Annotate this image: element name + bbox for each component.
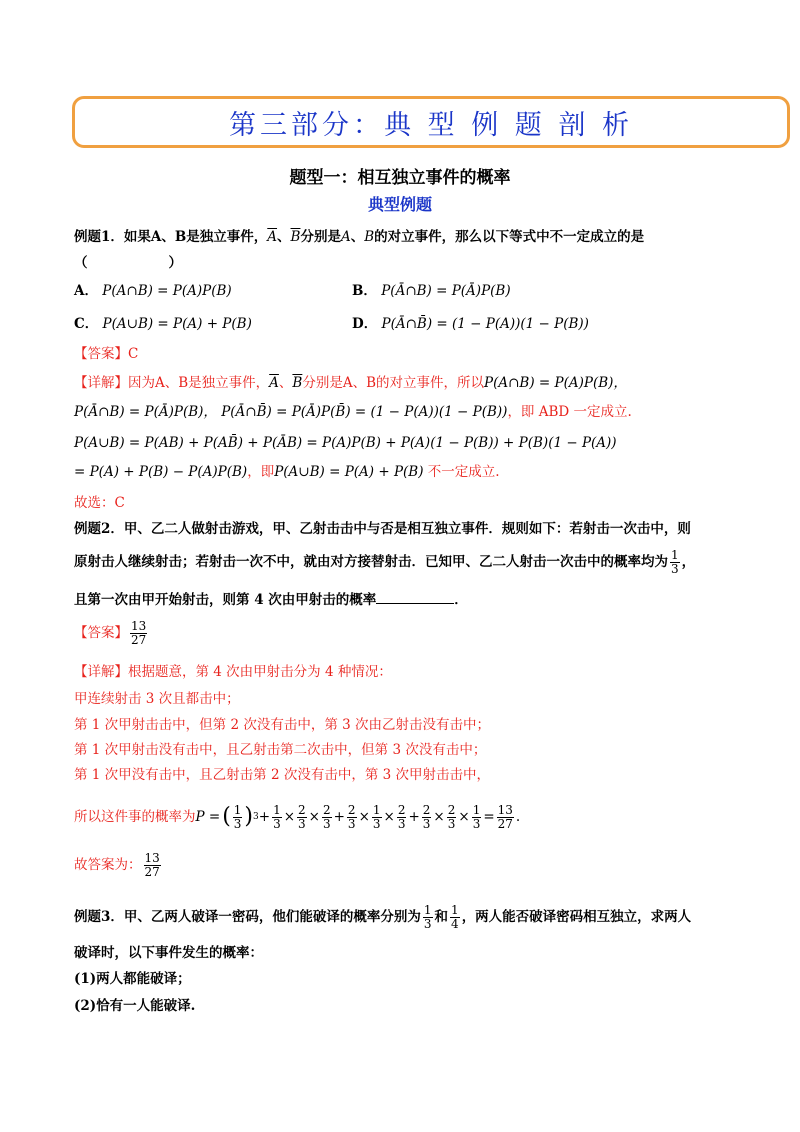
ex1-q1e: 的对立事件，那么以下等式中不一定成立的是	[374, 229, 645, 245]
ex2-answer	[74, 620, 149, 647]
and: 和	[434, 909, 449, 925]
den: 27	[144, 864, 160, 879]
ex2-probability-formula	[74, 797, 520, 837]
ex1-detail-3	[74, 434, 617, 452]
detail-text: 分别是A、B的对立事件，所以	[302, 375, 485, 391]
detail-formula: = P(A) + P(B) − P(A)P(B)	[74, 464, 248, 480]
times: ×	[308, 809, 320, 825]
num: 13	[144, 850, 160, 865]
ex1-q1: 例题1．如果A、B是独立事件，	[74, 229, 268, 245]
den: 3	[233, 816, 242, 831]
option-a	[74, 282, 232, 300]
subtitle: 典型例题	[367, 195, 432, 214]
num: 2	[447, 802, 456, 817]
detail-text: 根据题意，第 4 次由甲射击分为 4 种情况：	[128, 664, 392, 680]
sep: 、	[278, 375, 293, 391]
num: 2	[397, 802, 406, 817]
fraction	[233, 804, 243, 831]
ex2-final-answer	[74, 848, 163, 882]
den: 3	[447, 816, 456, 831]
detail-text: ，即	[247, 464, 275, 480]
b-bar: $\overline{B}$	[290, 229, 301, 245]
num: 1	[233, 802, 242, 817]
ex1-answer	[74, 345, 138, 363]
option-b	[352, 282, 511, 300]
num: 2	[322, 802, 331, 817]
answer-label: 【答案】	[74, 346, 128, 362]
b-bar: $\overline{B}$	[292, 375, 303, 391]
a-bar: $\overline{A}$	[267, 229, 278, 245]
den: 3	[298, 816, 306, 831]
den: 4	[451, 916, 459, 931]
final-fraction	[144, 852, 161, 879]
den: 27	[131, 633, 147, 647]
detail-text: 不一定成立.	[427, 464, 500, 480]
result-fraction	[497, 804, 514, 831]
fraction	[322, 804, 332, 831]
fraction	[450, 904, 460, 931]
answer-blank	[376, 591, 454, 604]
detail-label: 【详解】	[74, 664, 128, 680]
section-banner	[72, 96, 790, 148]
fraction	[297, 804, 307, 831]
option-d-formula: P(Ā∩B̄) = (1 − P(A))(1 − P(B))	[381, 316, 589, 332]
num: 1	[372, 802, 381, 817]
detail-label: 【详解】	[74, 375, 128, 391]
ex3-question-1	[74, 900, 691, 934]
option-d	[352, 315, 589, 333]
right-paren: )	[244, 804, 254, 829]
answer-label: 【答案】	[74, 625, 128, 641]
den: 3	[273, 816, 281, 831]
option-c-label: C．	[74, 316, 99, 332]
a-sym: A	[340, 229, 351, 245]
ex2-detail-2: 甲连续射击 3 次且都击中；	[74, 691, 240, 707]
p-equals: P =	[195, 809, 221, 825]
detail-text: 所以这件事的概率为	[74, 809, 196, 825]
ex3-sub-2: (2)恰有一人能破译.	[74, 998, 196, 1014]
sep: 、	[277, 229, 291, 245]
ex1-bracket: （ ）	[74, 255, 182, 271]
num: 2	[298, 802, 306, 817]
detail-formula: P(A∪B) = P(AB) + P(AB̄) + P(ĀB) = P(A)P(B) + P(A)(1 − P(B)) + P(B)(1 − P(A))	[74, 435, 617, 451]
ex2-question-3	[74, 591, 468, 609]
fraction	[472, 804, 482, 831]
ex1-detail-1	[74, 374, 627, 392]
num: 13	[131, 619, 147, 633]
detail-formula: P(A∪B) = P(A) + P(B)	[274, 464, 424, 480]
ex1-detail-4	[74, 463, 500, 481]
answer-value: C	[128, 346, 139, 362]
times: ×	[458, 809, 470, 825]
den: 27	[497, 816, 513, 831]
fraction	[447, 804, 457, 831]
den: 3	[347, 816, 356, 831]
ex1-q1c: 分别是	[300, 229, 341, 245]
ex2-detail-1	[74, 663, 392, 681]
option-d-label: D．	[352, 316, 378, 332]
exponent: 3	[253, 812, 259, 822]
num: 13	[497, 802, 513, 817]
times: ×	[433, 809, 445, 825]
option-b-label: B．	[352, 283, 377, 299]
fraction	[670, 549, 680, 576]
fraction	[272, 804, 282, 831]
plus: +	[258, 809, 271, 825]
ex2-q2: 原射击人继续射击；若射击一次不中，就由对方接替射击．已知甲、乙二人射击一次击中的概率均为	[74, 554, 668, 570]
detail-formula: P(Ā∩B) = P(Ā)P(B)，	[74, 404, 217, 420]
detail-text: ，即 ABD 一定成立.	[507, 404, 632, 420]
ex2-detail-3: 第 1 次甲射击击中，但第 2 次没有击中，第 3 次由乙射击没有击中；	[74, 717, 491, 733]
period: .	[515, 809, 521, 825]
den: 3	[671, 562, 679, 576]
type-title: 题型一：相互独立事件的概率	[289, 168, 511, 188]
ex2-q3-end: ．	[454, 592, 468, 608]
den: 3	[372, 816, 381, 831]
equals: =	[483, 809, 495, 825]
ex2-question-1: 例题2．甲、乙二人做射击游戏，甲、乙射击击中与否是相互独立事件．规则如下：若射击一次击中，则	[74, 521, 691, 537]
option-a-label: A．	[74, 283, 98, 299]
sep2: 、	[350, 229, 365, 245]
ex2-q2-end: ，	[681, 554, 696, 570]
num: 1	[451, 902, 459, 917]
fraction	[422, 804, 432, 831]
den: 3	[423, 916, 432, 931]
den: 3	[322, 816, 331, 831]
fraction	[397, 804, 407, 831]
ex1-detail-2	[74, 403, 632, 421]
num: 2	[422, 802, 431, 817]
fraction	[372, 804, 382, 831]
b-sym: B	[364, 229, 375, 245]
ex3-sub-1: (1)两人都能破译；	[74, 971, 191, 987]
detail-formula: P(Ā∩B̄) = P(Ā)P(B̄) = (1 − P(A))(1 − P(B))	[221, 404, 508, 420]
times: ×	[383, 809, 395, 825]
num: 1	[671, 548, 679, 562]
num: 1	[423, 902, 432, 917]
final-label: 故答案为：	[74, 857, 142, 873]
detail-text: 因为A、B是独立事件，	[128, 375, 270, 391]
ex1-question	[74, 228, 644, 246]
ex2-detail-4: 第 1 次甲射击没有击中，且乙射击第二次击中，但第 3 次没有击中；	[74, 742, 487, 758]
option-a-formula: P(A∩B) = P(A)P(B)	[102, 283, 232, 299]
plus: +	[333, 809, 345, 825]
ex2-detail-5: 第 1 次甲没有击中，且乙射击第 2 次没有击中，第 3 次甲射击击中，	[74, 767, 491, 783]
ex1-conclusion: 故选：C	[74, 495, 125, 511]
ex2-question-2	[74, 549, 695, 576]
detail-formula: P(A∩B) = P(A)P(B)，	[484, 375, 627, 391]
ex2-q3: 且第一次由甲开始射击，则第 4 次由甲射击的概率	[74, 592, 377, 608]
ex3-q1-end: ，两人能否破译密码相互独立，求两人	[461, 909, 692, 925]
a-bar: $\overline{A}$	[269, 375, 279, 391]
num: 1	[472, 802, 481, 817]
den: 3	[397, 816, 406, 831]
num: 1	[273, 802, 281, 817]
fraction	[423, 904, 433, 931]
fraction	[347, 804, 357, 831]
times: ×	[283, 809, 296, 825]
den: 3	[472, 816, 481, 831]
num: 2	[347, 802, 356, 817]
option-c-formula: P(A∪B) = P(A) + P(B)	[102, 316, 252, 332]
ex3-question-2: 破译时，以下事件发生的概率：	[74, 945, 263, 961]
option-b-formula: P(Ā∩B) = P(Ā)P(B)	[381, 283, 511, 299]
answer-fraction	[130, 620, 147, 647]
plus: +	[408, 809, 420, 825]
left-paren: (	[222, 804, 231, 829]
times: ×	[358, 809, 370, 825]
den: 3	[422, 816, 431, 831]
option-c	[74, 315, 252, 333]
ex3-q1: 例题3．甲、乙两人破译一密码，他们能破译的概率分别为	[74, 909, 421, 925]
banner-title: 第三部分：典 型 例 题 剖 析	[229, 109, 633, 141]
